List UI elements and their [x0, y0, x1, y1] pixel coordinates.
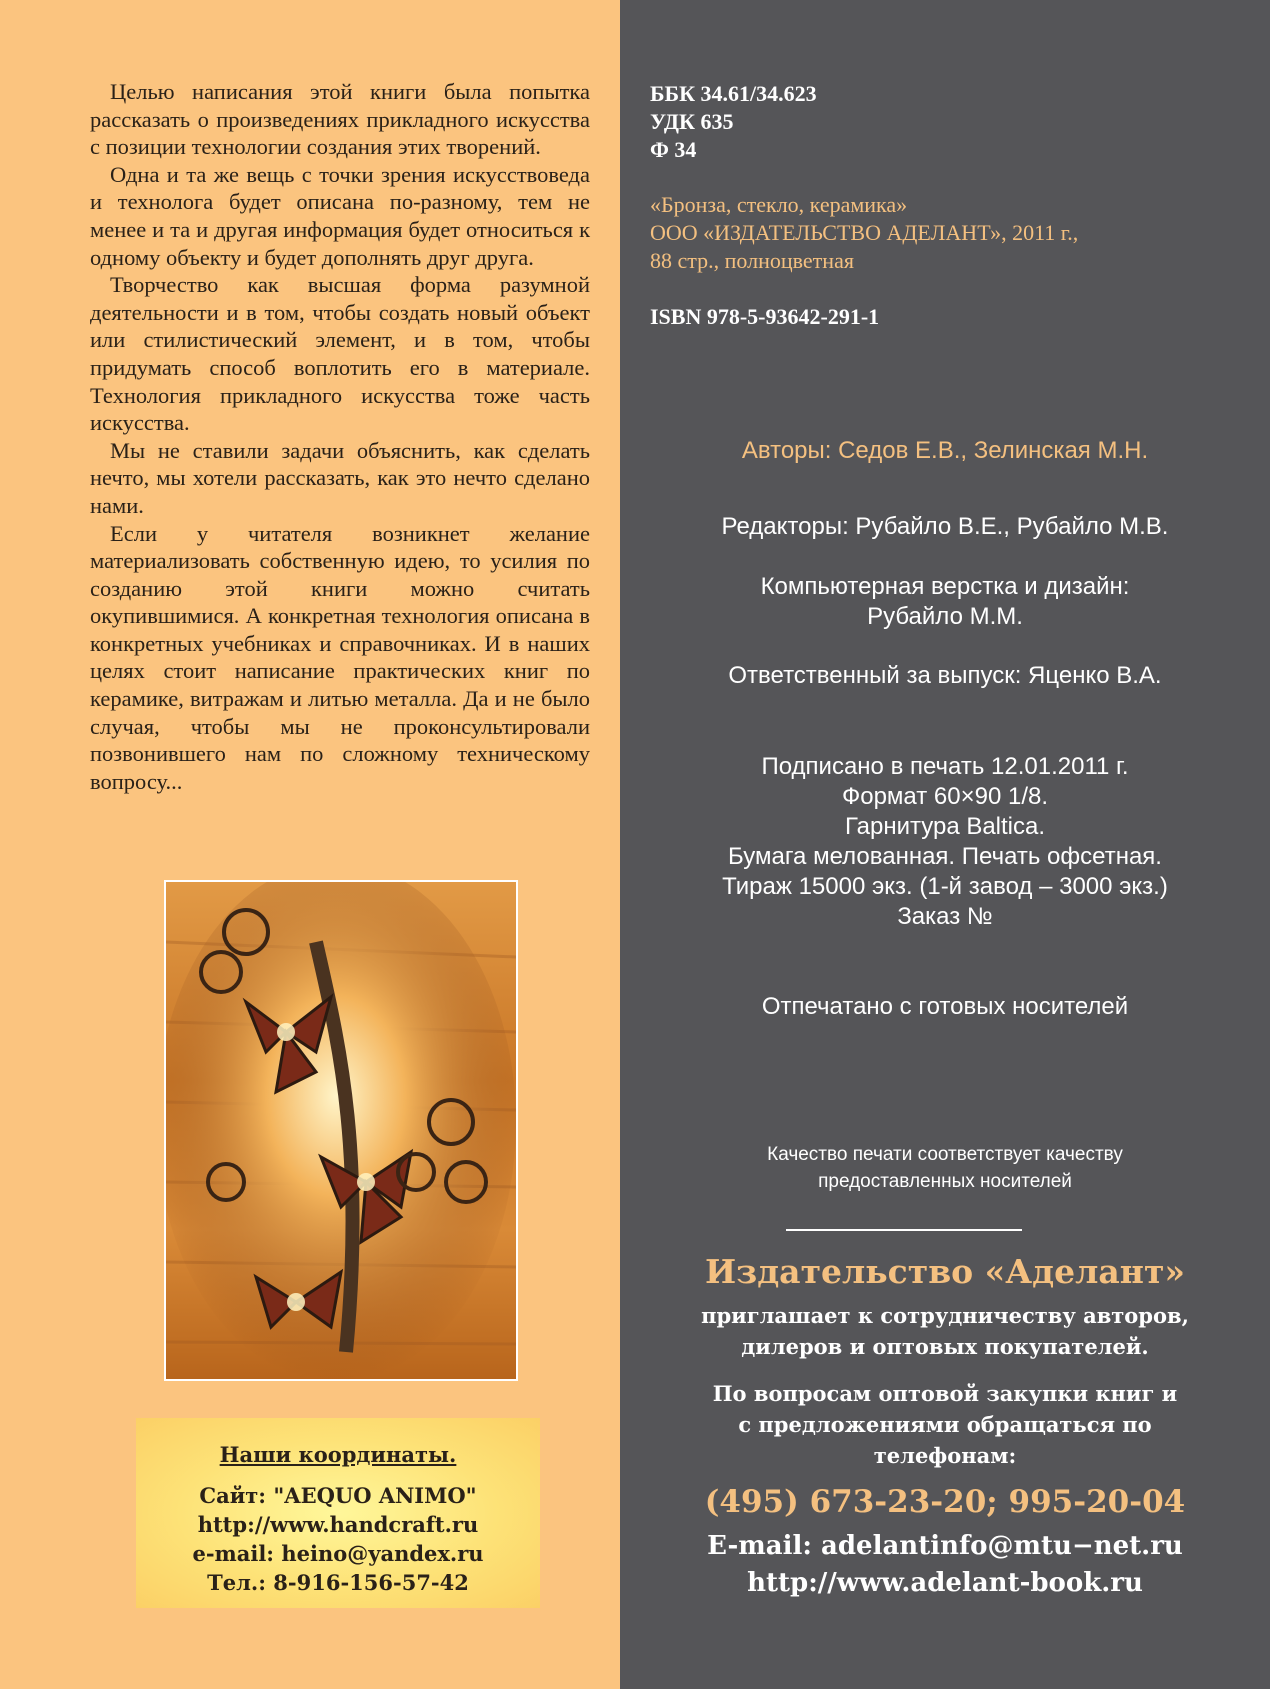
publication-info: [650, 191, 1170, 275]
print-details: [620, 752, 1270, 932]
wholesale-text: [620, 1378, 1270, 1471]
wholesale-line-3: телефонам:: [873, 1443, 1017, 1468]
wholesale-line-1: По вопросам оптовой закупки книг и: [712, 1381, 1178, 1406]
stained-glass-lamp-photo: [164, 880, 518, 1381]
print-order: Заказ №: [897, 903, 993, 930]
publisher-line: ООО «ИЗДАТЕЛЬСТВО АДЕЛАНТ», 2011 г.,: [650, 220, 1079, 245]
editors: Редакторы: Рубайло В.Е., Рубайло М.В.: [721, 513, 1169, 540]
publisher-email[interactable]: E-mail: adelantinfo@mtu−net.ru: [707, 1531, 1183, 1561]
intro-paragraph: Творчество как высшая форма разумной деятельности и в том, чтобы создать новый объект или стилистический элемент, и в том, чтобы придумать способ воплотить его в материале. Технология прикладного искусства тоже часть искусства.: [90, 272, 590, 436]
intro-paragraph: Если у читателя возникнет желание материализовать собственную идею, то усилия по созданию этой книги можно считать окупившимися. А конкретная технология описана в конкретных учебниках и справочниках. И в наших целях стоит написание практических книг по керамике, витражам и литью металла. Да и не было случая, чтобы мы не проконсультировали позвонившего нам по сложному техническому вопросу...: [90, 520, 590, 794]
intro-text: [90, 78, 590, 795]
bibliographic-codes: [650, 80, 817, 164]
bbk-code: ББК 34.61/34.623: [650, 81, 817, 106]
intro-paragraph: Одна и та же вещь с точки зрения искусствоведа и технолога будет описана по-разному, тем не менее и та и другая информация будет относиться к одному объекту и будет дополнять друг друга.: [90, 161, 590, 270]
print-format: Формат 60×90 1/8.: [841, 783, 1049, 810]
publisher-contacts: [620, 1528, 1270, 1602]
contacts-box: [136, 1418, 540, 1608]
print-signed: Подписано в печать 12.01.2011 г.: [761, 753, 1129, 780]
divider: [786, 1229, 1022, 1231]
invite-line-2: дилеров и оптовых покупателей.: [741, 1334, 1149, 1359]
print-run: Тираж 15000 экз. (1-й завод – 3000 экз.): [722, 873, 1168, 900]
contacts-site: Сайт: "AEQUO ANIMO": [199, 1483, 477, 1508]
contacts-email[interactable]: e-mail: heino@yandex.ru: [192, 1541, 484, 1566]
pages-line: 88 стр., полноцветная: [650, 248, 854, 273]
intro-paragraph: Целью написания этой книги была попытка рассказать о произведениях прикладного искусства с позиции технологии создания этих творений.: [90, 79, 590, 160]
quality-line-2: предоставленных носителей: [818, 1171, 1072, 1192]
f-code: Ф 34: [650, 137, 697, 162]
wholesale-line-2: с предложениями обращаться по: [738, 1412, 1152, 1437]
invite-text: [620, 1300, 1270, 1362]
print-paper: Бумага мелованная. Печать офсетная.: [728, 843, 1162, 870]
quality-line-1: Качество печати соответствует качеству: [767, 1144, 1123, 1165]
publisher-site[interactable]: http://www.adelant-book.ru: [747, 1568, 1143, 1598]
isbn: ISBN 978-5-93642-291-1: [650, 304, 880, 329]
udk-code: УДК 635: [650, 109, 734, 134]
contacts-title: Наши координаты.: [219, 1442, 457, 1467]
responsible: Ответственный за выпуск: Яценко В.А.: [728, 662, 1162, 689]
authors: Авторы: Седов Е.В., Зелинская М.Н.: [741, 437, 1149, 464]
print-font: Гарнитура Baltica.: [844, 813, 1046, 840]
invite-line-1: приглашает к сотрудничеству авторов,: [701, 1303, 1189, 1328]
publisher-name: Издательство «Аделант»: [704, 1252, 1186, 1291]
layout-credit-name: Рубайло М.М.: [867, 603, 1023, 630]
intro-paragraph: Мы не ставили задачи объяснить, как сделать нечто, мы хотели рассказать, как это нечто сделано нами.: [90, 437, 590, 518]
layout-credit-label: Компьютерная верстка и дизайн:: [760, 573, 1130, 600]
contacts-url[interactable]: http://www.handcraft.ru: [197, 1512, 479, 1537]
publisher-phones: (495) 673-23-20; 995-20-04: [704, 1484, 1186, 1520]
flower-lamp-illustration: [166, 882, 516, 1379]
book-title: «Бронза, стекло, керамика»: [650, 192, 908, 217]
quality-note: [620, 1141, 1270, 1195]
contacts-phone: Тел.: 8-916-156-57-42: [207, 1570, 469, 1595]
layout-credit: [620, 572, 1270, 632]
printed-from: Отпечатано с готовых носителей: [761, 993, 1129, 1020]
